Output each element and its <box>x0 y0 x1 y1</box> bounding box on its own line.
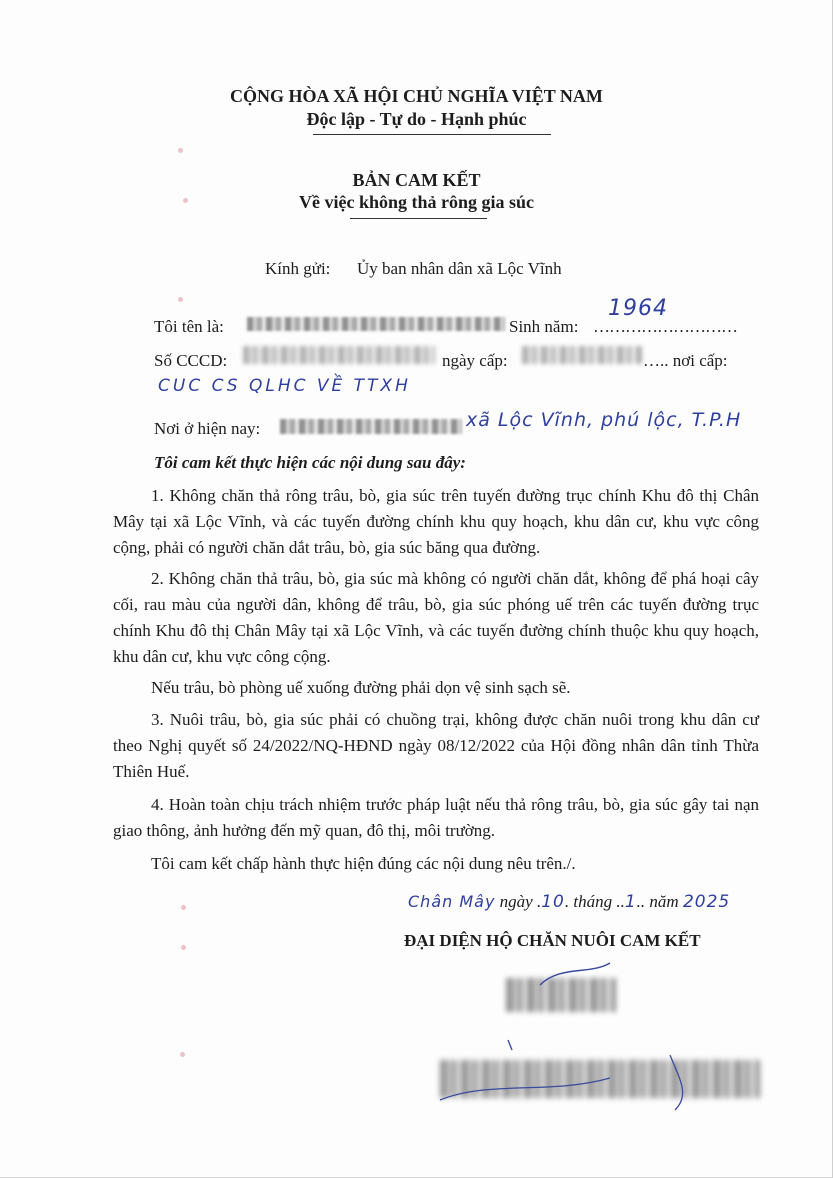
redacted-residence <box>280 419 462 434</box>
date-month-handwritten: 1 <box>624 892 637 912</box>
item-2-text: 2. Không chăn thả trâu, bò, gia súc mà không có người chăn dắt, không để phá hoại cây cối, rau màu của người dân, không để trâu, bò, gia súc phóng uế trên các tuyến đường trục chính Khu đô thị Chân Mây tại xã Lộc Vĩnh, và các tuyến đường chính thuộc khu quy hoạch, khu dân cư, khu vực công cộng. <box>113 569 759 666</box>
signer-name-scribble <box>430 1040 770 1120</box>
addressee-value: Ủy ban nhân dân xã Lộc Vĩnh <box>357 259 562 278</box>
redacted-name <box>247 317 505 331</box>
item-3-text: 3. Nuôi trâu, bò, gia súc phải có chuồng trại, không được chăn nuôi trong khu dân cư theo Nghị quyết số 24/2022/NQ-HĐND ngày 08/12/2022 của Hội đồng nhân dân tỉnh Thừa Thiên Huế. <box>113 710 759 781</box>
item-3 <box>113 707 759 785</box>
redacted-issue-date <box>522 346 642 364</box>
redacted-cccd <box>243 346 435 364</box>
item-1-text: 1. Không chăn thả rông trâu, bò, gia súc trên tuyến đường trục chính Khu đô thị Chân Mây tại xã Lộc Vĩnh, và các tuyến đường chính khu quy hoạch, khu dân cư, khu vực công cộng, phải có người chăn dắt trâu, bò, gia súc băng qua đường. <box>113 486 759 557</box>
date-place-handwritten: Chân Mây <box>408 892 496 911</box>
birth-label: Sinh năm: <box>509 317 579 336</box>
date-day-handwritten: 10 <box>541 892 565 912</box>
issue-place-handwritten: CUC CS QLHC VỀ TTXH <box>158 376 411 396</box>
date-day-label: ngày <box>499 892 533 911</box>
commit-heading: Tôi cam kết thực hiện các nội dung sau đây: <box>154 453 466 472</box>
margin-speck <box>180 1052 185 1057</box>
margin-speck <box>178 148 183 153</box>
national-motto: Độc lập - Tự do - Hạnh phúc <box>306 109 527 129</box>
item-4 <box>113 792 759 844</box>
closing-statement <box>113 851 759 877</box>
birth-year-handwritten: 1964 <box>608 296 668 321</box>
item-4-text: 4. Hoàn toàn chịu trách nhiệm trước pháp luật nếu thả rông trâu, bò, gia súc gây tai nạn giao thông, ảnh hưởng đến mỹ quan, đô thị, môi trường. <box>113 795 759 840</box>
national-title: CỘNG HÒA XÃ HỘI CHỦ NGHĨA VIỆT NAM <box>230 86 603 106</box>
date-line: Chân Mây ngày .10. tháng ..1.. năm 2025 <box>408 892 731 912</box>
item-1 <box>113 483 759 561</box>
document-subtitle: Về việc không thả rông gia súc <box>298 192 534 212</box>
date-year-label: năm <box>649 892 679 911</box>
margin-speck <box>181 905 186 910</box>
birth-dots: ……………………… <box>593 317 737 336</box>
item-note <box>113 675 759 701</box>
addressee-label: Kính gửi: <box>265 259 331 278</box>
name-label: Tôi tên là: <box>154 317 224 336</box>
item-note-text: Nếu trâu, bò phòng uế xuống đường phải dọn vệ sinh sạch sẽ. <box>151 678 571 697</box>
margin-speck <box>181 945 186 950</box>
signature-title: ĐẠI DIỆN HỘ CHĂN NUÔI CAM KẾT <box>404 931 701 950</box>
residence-label: Nơi ở hiện nay: <box>154 419 261 438</box>
closing-statement-text: Tôi cam kết chấp hành thực hiện đúng các nội dung nêu trên./. <box>151 854 576 873</box>
issue-date-label: ngày cấp: <box>442 351 508 370</box>
motto-underline <box>313 134 551 135</box>
issue-place-label: ….. nơi cấp: <box>643 351 728 370</box>
date-year-handwritten: 2025 <box>682 892 731 912</box>
cccd-label: Số CCCD: <box>154 351 228 370</box>
item-2 <box>113 566 759 670</box>
title-underline <box>350 218 487 219</box>
margin-speck <box>178 297 183 302</box>
residence-handwritten: xã Lộc Vĩnh, phú lộc, T.P.H <box>466 409 742 431</box>
document-title: BẢN CAM KẾT <box>352 170 481 190</box>
date-month-label: tháng <box>573 892 613 911</box>
